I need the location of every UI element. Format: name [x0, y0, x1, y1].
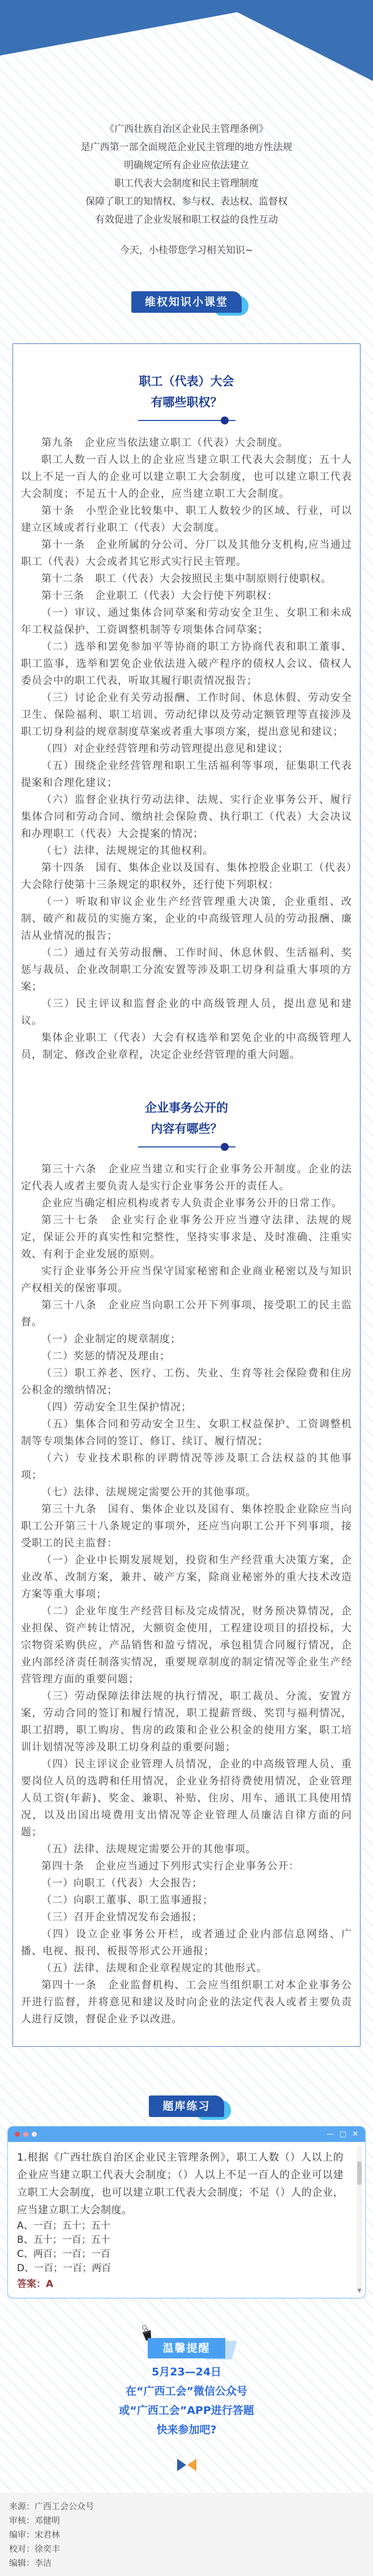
law-paragraph: （三）劳动保障法律法规的执行情况，职工裁员、分流、安置方案，劳动合同的签订和履行情况，职工提薪晋级、奖罚与福利情况，职工招聘，职工购房、售房的政策和企业公积金的使用方案，职工培训计划情况等涉及职工切身利益的重要问题； — [21, 1690, 352, 1753]
law-paragraph: 实行企业事务公开应当保守国家秘密和企业商业秘密以及与知识产权相关的保密事项。 — [21, 1265, 352, 1294]
notice-badge-label: 温馨提醒 — [148, 2338, 225, 2358]
law-paragraph: 第三十六条 企业应当建立和实行企业事务公开制度。企业的法定代表人或者主要负责人是实行企业事务公开的责任人。 — [21, 1163, 352, 1192]
maximize-icon[interactable]: □ — [339, 2130, 347, 2139]
section-body-rights — [21, 435, 352, 1064]
window-controls — [327, 2131, 358, 2138]
title-underline-decoration — [138, 420, 235, 421]
window-dot-pale-icon — [32, 2132, 37, 2137]
law-paragraph: （三）民主评议和监督企业的中高级管理人员，提出意见和建议。 — [21, 998, 352, 1027]
law-paragraph: （七）法律、法规规定需要公开的其他事项。 — [41, 1486, 256, 1498]
credit-line: 编审：宋君林 — [9, 2530, 61, 2540]
knowledge-badge — [131, 291, 242, 313]
intro-block — [0, 111, 373, 229]
intro-closing-line: 今天，小桂带您学习相关知识~ — [119, 245, 254, 256]
intro-line: 是广西第一部全面规范企业民主管理的地方性法规 — [80, 142, 293, 153]
quiz-answer — [17, 2277, 344, 2291]
section-title-disclosure — [21, 1098, 352, 1147]
title-dot-icon — [221, 1143, 229, 1151]
reminder-line: 快来参加吧? — [156, 2424, 217, 2436]
law-paragraph: （四）对企业经营管理和劳动管理提出意见和建议； — [41, 743, 289, 755]
notice-badge — [148, 2338, 225, 2358]
scrollbar-thumb[interactable] — [357, 2161, 362, 2185]
practice-badge-row — [0, 2095, 373, 2117]
law-paragraph: （一）向职工（代表）大会报告； — [41, 1877, 203, 1889]
practice-badge-label: 题库练习 — [149, 2095, 224, 2117]
credit-line: 编辑：李洁 — [9, 2558, 52, 2568]
intro-line: 明确规定所有企业应依法建立 — [124, 160, 249, 171]
quiz-window-titlebar — [8, 2127, 365, 2142]
law-card — [12, 343, 361, 2047]
window-dot-pink-icon — [23, 2132, 28, 2137]
law-paragraph: （二）奖惩的情况及理由； — [41, 1350, 170, 1362]
law-paragraph: 第三十九条 国有、集体企业以及国有、集体控股企业除应当向职工公开第三十八条规定的事项外，还应当向职工公开下列事项，接受职工的民主监督： — [21, 1503, 352, 1549]
law-paragraph: （一）听取和审议企业生产经营管理重大决策，企业重组、改制、破产和裁员的实施方案，企业的中高级管理人员的劳动报酬、廉洁从业情况的报告； — [21, 896, 352, 942]
quiz-question: 1.根据《广西壮族自治区企业民主管理条例》，职工人数（）人以上的企业应当建立职工代表大会制度；（）人以上不足一百人的企业可以建立职工大会制度，也可以建立职工代表大会制度；不足（）人的企业，应当建立职工大会制度。 — [17, 2152, 344, 2216]
quiz-option[interactable]: D、一百；一百；两百 — [17, 2263, 112, 2274]
knowledge-badge-row — [0, 291, 373, 313]
close-icon[interactable]: ✕ — [352, 2130, 358, 2139]
law-paragraph: （四）设立企业事务公开栏，或者通过企业内部信息网络、广播、电视、报刊、板报等形式公开通报； — [21, 1928, 352, 1957]
law-paragraph: （三）召开企业情况发布会通报； — [41, 1911, 203, 1923]
title-dot-icon — [221, 416, 229, 424]
law-paragraph: （四）劳动安全卫生保护情况； — [41, 1401, 192, 1413]
knowledge-badge-label: 维权知识小课堂 — [131, 291, 242, 313]
law-paragraph: （四）民主评议企业管理人员情况，企业的中高级管理人员、重要岗位人员的选聘和任用情况，企业业务招待费使用情况，企业管理人员工资(年薪)、奖金、兼职、补贴、住房、用车、通讯工具使用情况，以及出国出境费用支出情况等企业管理人员廉洁自律方面的问题； — [21, 1758, 352, 1838]
credits-footer — [0, 2493, 373, 2576]
reminder-block — [0, 2366, 373, 2436]
law-paragraph: （六）专业技术职称的评聘情况等涉及职工合法权益的其他事项； — [21, 1452, 352, 1481]
law-paragraph: 集体企业职工（代表）大会有权选举和罢免企业的中高级管理人员，制定、修改企业章程，决定企业经营管理的重大问题。 — [21, 1032, 352, 1061]
law-paragraph: （一）企业制定的规章制度； — [41, 1333, 181, 1345]
intro-line: 《广西壮族自治区企业民主管理条例》 — [105, 124, 268, 135]
quiz-option[interactable]: B、五十；一百；五十 — [17, 2234, 110, 2246]
intro-line: 职工代表大会制度和民主管理制度 — [114, 178, 259, 189]
reminder-line: 在“广西工会”微信公众号 — [126, 2385, 247, 2398]
quiz-window — [7, 2126, 366, 2298]
quiz-answer-value: A — [46, 2279, 54, 2290]
law-paragraph: （一）企业中长期发展规划，投资和生产经营重大决策方案，企业改革、改制方案，兼并、破产方案，除商业秘密外的重大技术改造方案等重大事项； — [21, 1554, 352, 1600]
section-title-line: 职工（代表）大会 — [139, 375, 234, 388]
credit-line: 审核：邓健明 — [9, 2515, 61, 2526]
law-paragraph: 第十二条 职工（代表）大会按照民主集中制原则行使职权。 — [41, 573, 332, 585]
credit-line: 来源：广西工会公众号 — [9, 2501, 95, 2511]
section-title-rights — [21, 371, 352, 421]
law-paragraph: （三）讨论企业有关劳动报酬、工作时间、休息休假、劳动安全卫生、保险福利、职工培训、劳动纪律以及劳动定额管理等直接涉及职工切身利益的规章制度草案或者重大事项方案，提出意见和建议； — [21, 692, 352, 738]
bowtie-divider — [167, 2459, 207, 2471]
title-underline-decoration — [138, 1146, 235, 1147]
law-paragraph: （五）集体合同和劳动安全卫生、女职工权益保护、工资调整机制等专项集体合同的签订、修订、续订、履行情况； — [21, 1418, 352, 1447]
quiz-answer-label: 答案： — [17, 2279, 46, 2290]
scrollbar-track[interactable] — [357, 2145, 362, 2294]
hero-banner — [0, 0, 373, 111]
reminder-line: 5月23—24日 — [151, 2366, 222, 2378]
law-paragraph: 企业应当确定相应机构或者专人负责企业事务公开的日常工作。 — [41, 1197, 342, 1209]
law-paragraph: （六）监督企业执行劳动法律、法规、实行企业事务公开、履行集体合同和劳动合同、缴纳社会保险费、执行职工（代表）大会决议和办理职工（代表）大会提案的情况； — [21, 794, 352, 840]
law-paragraph: 第十四条 国有、集体企业以及国有、集体控股企业职工（代表）大会除行使第十三条规定的职权外，还行使下列职权： — [21, 862, 352, 891]
law-paragraph: （五）围绕企业经营管理和职工生活福利等事项，征集职工代表提案和合理化建议； — [21, 760, 352, 789]
intro-line: 保障了职工的知情权、参与权、表达权、监督权 — [85, 196, 288, 207]
section-body-disclosure — [21, 1161, 352, 2028]
section-title-line: 内容有哪些？ — [151, 1122, 222, 1136]
law-paragraph: （三）职工养老、医疗、工伤、失业、生育等社会保险费和住房公积金的缴纳情况； — [21, 1367, 352, 1396]
law-paragraph: 第四十一条 企业监督机构、工会应当组织职工对本企业事务公开进行监督，并将意见和建议及时向企业的法定代表人或者主要负责人进行反馈，督促企业予以改进。 — [21, 1979, 352, 2025]
hero-wedge-decoration — [0, 0, 373, 111]
law-paragraph: 职工人数一百人以上的企业应当建立职工代表大会制度；五十人以上不足一百人的企业可以建立职工大会制度，也可以建立职工代表大会制度；不足五十人的企业，应当建立职工大会制度。 — [21, 454, 352, 500]
credit-line: 校对：徐奕丰 — [9, 2544, 61, 2554]
quiz-options — [17, 2219, 344, 2276]
notice-badge-row — [0, 2338, 373, 2358]
law-paragraph: 第九条 企业应当依法建立职工（代表）大会制度。 — [41, 437, 289, 449]
law-paragraph: （五）法律、法规和企业章程规定的其他形式。 — [41, 1962, 267, 1974]
law-paragraph: （二）选举和罢免参加平等协商的职工方协商代表和职工董事、职工监事，选举和罢免企业依法进入破产程序的债权人会议、债权人委员会中的职工代表，听取其履行职责情况报告； — [21, 641, 352, 687]
orange-triangle-icon — [187, 2459, 196, 2471]
law-paragraph: 第四十条 企业应当通过下列形式实行企业事务公开： — [41, 1860, 299, 1872]
reminder-line: 或“广西工会”APP进行答题 — [119, 2404, 254, 2417]
quiz-option[interactable]: C、两百；一百；一百 — [17, 2248, 110, 2260]
law-paragraph: （二）通过有关劳动报酬、工作时间、休息休假、生活福利、奖惩与裁员、企业改制职工分流安置等涉及职工切身利益重大事项的方案； — [21, 947, 352, 993]
law-paragraph: （五）法律、法规规定需要公开的其他事项。 — [41, 1843, 256, 1855]
law-paragraph: 第三十八条 企业应当向职工公开下列事项，接受职工的民主监督。 — [21, 1299, 352, 1328]
section-title-line: 企业事务公开的 — [145, 1101, 228, 1115]
law-paragraph: （七）法律、法规规定的其他权利。 — [41, 845, 213, 857]
law-paragraph: （一）审议、通过集体合同草案和劳动安全卫生、女职工和未成年工权益保护、工资调整机制等专项集体合同草案； — [21, 607, 352, 636]
law-paragraph: 第十条 小型企业比较集中、职工人数较少的区域、行业，可以建立区域或者行业职工（代表）大会制度。 — [21, 505, 352, 534]
quiz-body — [8, 2142, 365, 2298]
scroll-down-arrow-icon[interactable]: ▼ — [357, 2288, 362, 2294]
practice-badge — [149, 2095, 224, 2117]
law-paragraph: 第十一条 企业所属的分公司、分厂以及其他分支机构,应当通过职工（代表）大会或者其它形式实行民主管理。 — [21, 539, 352, 568]
minimize-icon[interactable]: — — [326, 2130, 334, 2139]
law-paragraph: （二）向职工董事、职工监事通报； — [41, 1894, 213, 1906]
window-dot-red-icon — [15, 2132, 20, 2137]
quiz-option[interactable]: A、一百；五十；五十 — [17, 2220, 110, 2231]
blue-triangle-icon — [177, 2459, 186, 2471]
law-paragraph: 第三十七条 企业实行企业事务公开应当遵守法律、法规的规定，保证公开的真实性和完整性，坚持实事求是、及时准确、注重实效、有利于企业发展的原则。 — [21, 1214, 352, 1260]
law-paragraph: 第十三条 企业职工（代表）大会行使下列职权： — [41, 590, 278, 602]
intro-line: 有效促进了企业发展和职工权益的良性互动 — [95, 214, 278, 226]
section-title-line: 有哪些职权？ — [151, 396, 222, 409]
law-paragraph: （二）企业年度生产经营目标及完成情况，财务预决算情况，企业担保、资产转让情况，大额资金使用，工程建设项目的招投标，大宗物资采购供应，产品销售和盈亏情况，承包租赁合同履行情况，企业内部经济责任制落实情况，重要规章制度的制定情况等企业生产经营管理方面的重要问题； — [21, 1605, 352, 1685]
